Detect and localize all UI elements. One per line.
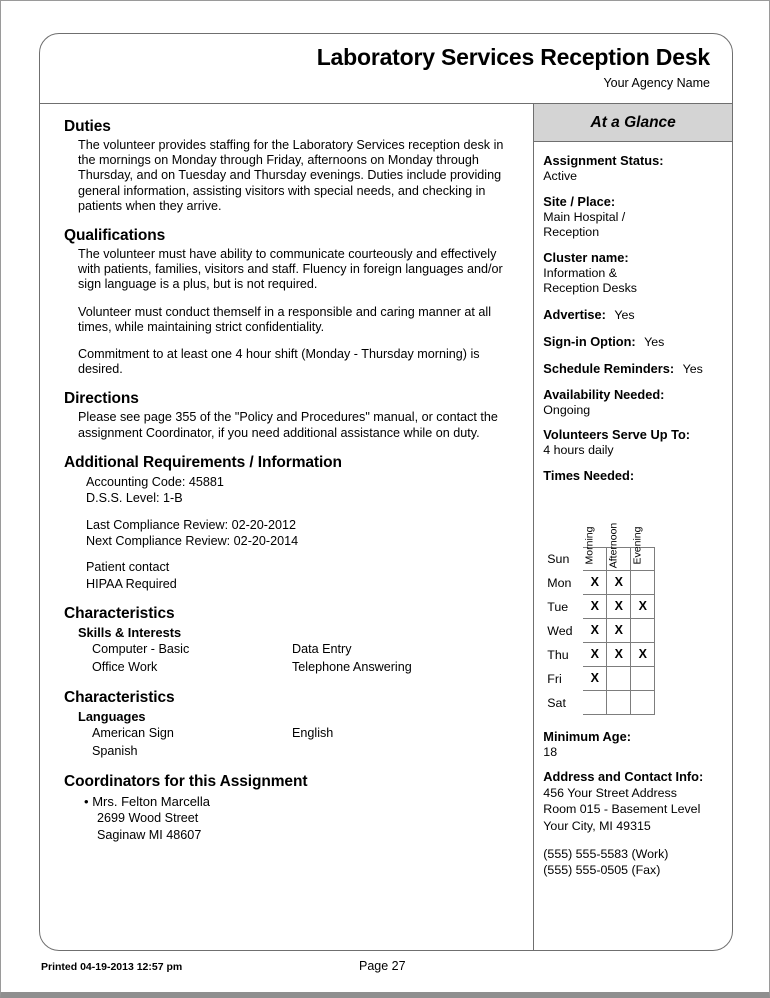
schedule-header-morning: Morning xyxy=(583,526,596,565)
schedule-cell[interactable]: X xyxy=(583,571,607,595)
page-body xyxy=(40,104,732,951)
advertise-label: Advertise: xyxy=(543,306,606,322)
schedule-cell[interactable]: X xyxy=(607,595,631,619)
cluster-name-value-line-1: Information & xyxy=(543,265,617,280)
cluster-name-value-line-2: Reception Desks xyxy=(543,281,637,295)
cluster-name-label: Cluster name: xyxy=(543,249,629,265)
list-item: Data Entry xyxy=(292,642,352,657)
skills-subheading: Skills & Interests xyxy=(78,625,182,641)
schedule-cell[interactable] xyxy=(631,571,655,595)
dss-level: D.S.S. Level: 1-B xyxy=(86,491,183,506)
field-advertise xyxy=(543,306,722,324)
schedule-header-evening: Evening xyxy=(631,526,644,565)
times-needed-grid xyxy=(547,493,722,715)
page-card xyxy=(39,33,733,951)
field-availability-needed xyxy=(543,387,722,419)
schedule-cell[interactable] xyxy=(607,667,631,691)
qualifications-heading: Qualifications xyxy=(64,227,166,245)
coordinator-name-line xyxy=(84,793,519,810)
coordinator-entry xyxy=(84,793,519,843)
languages-grid xyxy=(92,725,519,760)
duties-heading: Duties xyxy=(64,118,111,135)
schedule-cell[interactable]: X xyxy=(631,643,655,667)
printed-timestamp: Printed 04-19-2013 12:57 pm xyxy=(41,961,183,973)
table-row xyxy=(547,571,722,595)
address-contact-label: Address and Contact Info: xyxy=(543,769,704,784)
bullet-icon: • xyxy=(84,794,89,810)
schedule-cell[interactable]: X xyxy=(583,619,607,643)
availability-needed-value: Ongoing xyxy=(543,402,591,417)
skills-column-2 xyxy=(292,641,492,676)
main-column xyxy=(40,104,533,951)
coordinator-citystate: Saginaw MI 48607 xyxy=(97,827,202,842)
schedule-day-label: Tue xyxy=(547,599,569,614)
phone-fax: (555) 555-0505 (Fax) xyxy=(543,863,661,878)
qualifications-paragraph-2: Volunteer must conduct themself in a responsible and caring manner at all times, while maintaining strict confidentiality. xyxy=(78,304,492,334)
assignment-status-label: Assignment Status: xyxy=(543,153,664,168)
sidebar-contact-block xyxy=(534,729,732,888)
section-qualifications xyxy=(64,227,519,377)
coordinator-name: Mrs. Felton Marcella xyxy=(92,794,210,810)
schedule-day-label: Mon xyxy=(547,575,572,590)
section-coordinators xyxy=(64,773,519,843)
field-times-needed xyxy=(543,468,722,484)
table-row xyxy=(547,691,722,715)
languages-column-1 xyxy=(92,725,292,760)
minimum-age-value: 18 xyxy=(543,744,558,759)
accounting-code: Accounting Code: 45881 xyxy=(86,474,224,489)
spacer xyxy=(64,549,519,559)
site-place-value-line-1: Main Hospital / xyxy=(543,209,626,224)
coordinators-heading: Coordinators for this Assignment xyxy=(64,773,308,791)
list-item: Spanish xyxy=(92,743,138,758)
section-additional-requirements xyxy=(64,454,519,592)
sidebar-fields xyxy=(534,142,732,715)
signin-option-label: Sign-in Option: xyxy=(543,333,636,349)
list-item: Telephone Answering xyxy=(292,659,412,674)
list-item: American Sign xyxy=(92,726,174,741)
availability-needed-label: Availability Needed: xyxy=(543,386,665,402)
characteristics-languages-heading: Characteristics xyxy=(64,689,175,707)
additional-requirements-heading: Additional Requirements / Information xyxy=(64,453,342,471)
languages-column-2 xyxy=(292,725,492,760)
field-site-place xyxy=(543,194,722,241)
schedule-cell[interactable] xyxy=(583,691,607,715)
schedule-cell[interactable]: X xyxy=(607,619,631,643)
table-row xyxy=(547,595,722,619)
table-row xyxy=(547,667,722,691)
qualifications-paragraph-3: Commitment to at least one 4 hour shift (Monday - Thursday morning) is desired. xyxy=(78,347,480,377)
field-address-contact xyxy=(543,769,722,878)
schedule-day-label: Thu xyxy=(547,647,569,662)
minimum-age-label: Minimum Age: xyxy=(543,728,631,744)
schedule-cell[interactable]: X xyxy=(607,571,631,595)
directions-heading: Directions xyxy=(64,390,139,408)
directions-text: Please see page 355 of the "Policy and Procedures" manual, or contact the assignment Coordinator, if you need additional assistance while on duty. xyxy=(78,410,498,440)
skills-grid xyxy=(92,641,519,676)
schedule-reminders-value: Yes xyxy=(682,361,703,376)
times-needed-label: Times Needed: xyxy=(543,467,635,483)
volunteers-serve-label: Volunteers Serve Up To: xyxy=(543,427,691,442)
schedule-cell[interactable]: X xyxy=(607,643,631,667)
schedule-day-label: Sun xyxy=(547,551,570,566)
schedule-cell[interactable]: X xyxy=(583,667,607,691)
section-characteristics-skills xyxy=(64,605,519,676)
schedule-day-label: Sat xyxy=(547,695,566,710)
site-place-value-line-2: Reception xyxy=(543,225,600,239)
table-row xyxy=(547,619,722,643)
volunteers-serve-value: 4 hours daily xyxy=(543,443,614,457)
field-signin-option xyxy=(543,333,722,351)
schedule-cell[interactable] xyxy=(631,619,655,643)
hipaa-required: HIPAA Required xyxy=(86,576,177,591)
section-duties xyxy=(64,118,519,214)
at-a-glance-sidebar xyxy=(533,104,732,951)
field-cluster-name xyxy=(543,250,722,297)
page-footer xyxy=(1,957,770,987)
schedule-day-label: Fri xyxy=(547,671,562,686)
list-item: English xyxy=(292,726,334,741)
section-characteristics-languages xyxy=(64,689,519,760)
agency-name: Your Agency Name xyxy=(603,76,710,90)
at-a-glance-title: At a Glance xyxy=(534,104,732,142)
next-compliance-review: Next Compliance Review: 02-20-2014 xyxy=(86,534,299,549)
patient-contact: Patient contact xyxy=(86,560,170,575)
spacer xyxy=(64,507,519,517)
address-line-1: 456 Your Street Address xyxy=(543,786,677,800)
schedule-cell[interactable] xyxy=(631,691,655,715)
schedule-day-label: Wed xyxy=(547,623,573,638)
spacer xyxy=(543,834,722,846)
schedule-header-afternoon: Afternoon xyxy=(607,522,620,569)
field-schedule-reminders xyxy=(543,360,722,378)
coordinator-street: 2699 Wood Street xyxy=(97,811,199,826)
address-line-2: Room 015 - Basement Level xyxy=(543,802,701,817)
signin-option-value: Yes xyxy=(644,334,665,349)
schedule-cell[interactable] xyxy=(607,691,631,715)
schedule-cell[interactable]: X xyxy=(583,595,607,619)
languages-subheading: Languages xyxy=(78,709,146,725)
field-volunteers-serve-up-to xyxy=(543,427,722,459)
list-item: Computer - Basic xyxy=(92,642,190,657)
schedule-cell[interactable] xyxy=(631,667,655,691)
address-line-3: Your City, MI 49315 xyxy=(543,818,651,833)
table-row xyxy=(547,643,722,667)
characteristics-skills-heading: Characteristics xyxy=(64,605,175,623)
advertise-value: Yes xyxy=(614,307,635,322)
phone-work: (555) 555-5583 (Work) xyxy=(543,846,669,861)
skills-column-1 xyxy=(92,641,292,676)
field-minimum-age xyxy=(543,729,722,761)
page-title: Laboratory Services Reception Desk xyxy=(316,44,710,70)
schedule-reminders-label: Schedule Reminders: xyxy=(543,360,675,376)
site-place-label: Site / Place: xyxy=(543,193,616,209)
duties-text: The volunteer provides staffing for the Laboratory Services reception desk in the mornings on Monday through Friday, afternoons on Monday through Thursday, and on Tuesday and Thursday evenings. Duties include providing general information, assisting visitors with special needs, and checking in patients when they arrive. xyxy=(78,138,504,213)
field-assignment-status xyxy=(543,153,722,185)
section-directions xyxy=(64,390,519,440)
list-item: Office Work xyxy=(92,659,158,674)
schedule-column-headers xyxy=(583,493,722,569)
schedule-cell[interactable]: X xyxy=(631,595,655,619)
page-header xyxy=(40,34,732,104)
assignment-status-value: Active xyxy=(543,169,578,183)
page-number: Page 27 xyxy=(359,959,406,973)
last-compliance-review: Last Compliance Review: 02-20-2012 xyxy=(86,517,297,532)
schedule-cell[interactable]: X xyxy=(583,643,607,667)
qualifications-paragraph-1: The volunteer must have ability to communicate courteously and effectively with patients, families, visitors and staff. Fluency in foreign languages and/or sign language is a plus, but is not required. xyxy=(78,247,503,292)
